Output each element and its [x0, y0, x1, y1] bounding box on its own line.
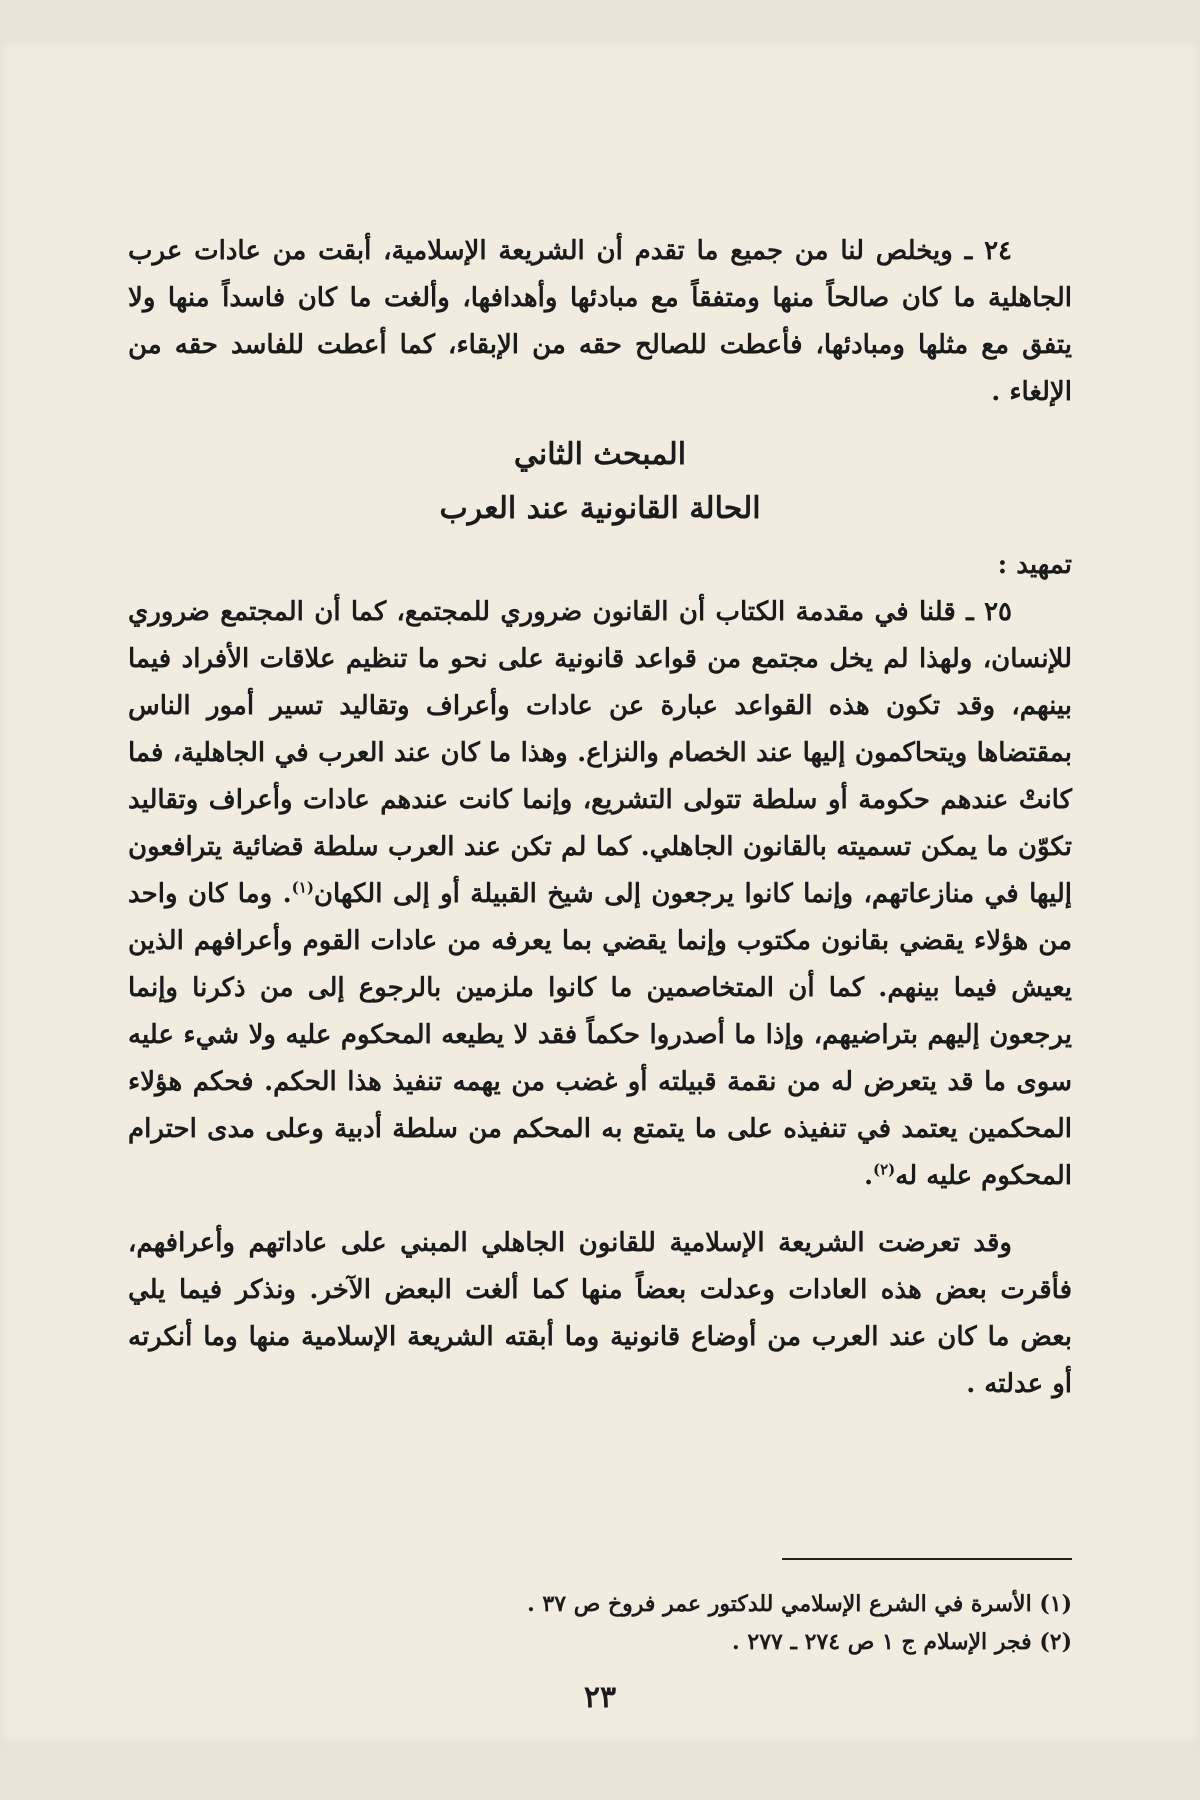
paragraph-25 [128, 589, 1072, 1200]
footnotes [128, 1585, 1072, 1661]
footnote-divider [782, 1558, 1072, 1560]
paragraph-25-part3: . [863, 1161, 873, 1191]
paragraph-26: وقد تعرضت الشريعة الإسلامية للقانون الجاهلي المبني على عاداتهم وأعرافهم، فأقرت بعض هذه العادات وعدلت بعضاً منها كما ألغت البعض الآخر. ونذكر فيما يلي بعض ما كان عند العرب من أوضاع قانونية وما أبقته الشريعة الإسلامية منها وما أنكرته أو عدلته . [128, 1228, 1072, 1399]
footnote-ref-1[interactable]: (١) [291, 878, 314, 897]
page-number: ٢٣ [583, 1680, 617, 1715]
section-subtitle: الحالة القانونية عند العرب [439, 491, 761, 526]
footnote-ref-2[interactable]: (٢) [873, 1160, 896, 1179]
main-text [128, 228, 1072, 1408]
intro-label: تمهيد : [997, 550, 1072, 580]
footnote-1: (١) الأسرة في الشرع الإسلامي للدكتور عمر فروخ ص ٣٧ . [527, 1591, 1072, 1617]
paragraph-24: ٢٤ ـ ويخلص لنا من جميع ما تقدم أن الشريعة الإسلامية، أبقت من عادات عرب الجاهلية ما كان صالحاً منها ومتفقاً مع مبادئها وأهدافها، وألغت ما كان فاسداً منها ولا يتفق مع مثلها ومبادئها، فأعطت للصالح حقه من الإبقاء، كما أعطت للفاسد حقه من الإلغاء . [128, 236, 1072, 407]
section-title: المبحث الثاني [513, 437, 687, 472]
paragraph-25-part2: . وما كان واحد من هؤلاء يقضي بقانون مكتوب وإنما يقضي بما يعرفه من عادات القوم وأعرافهم الذين يعيش فيما بينهم. كما أن المتخاصمين ما كانوا ملزمين بالرجوع إلى من ذكرنا وإنما يرجعون إليهم بتراضيهم، وإذا ما أصدروا حكماً فقد لا يطيعه المحكوم عليه ولا شيء عليه سوى ما قد يتعرض له من نقمة قبيلته أو غضب من يهمه تنفيذ هذا الحكم. فحكم هؤلاء المحكمين يعتمد في تنفيذه على ما يتمتع به المحكم من سلطة أدبية وعلى مدى احترام المحكوم عليه له [128, 879, 1072, 1191]
footnote-2: (٢) فجر الإسلام ج ١ ص ٢٧٤ ـ ٢٧٧ . [732, 1629, 1072, 1655]
paragraph-25-part1: ٢٥ ـ قلنا في مقدمة الكتاب أن القانون ضروري للمجتمع، كما أن المجتمع ضروري للإنسان، ولهذا لم يخل مجتمع من قواعد قانونية على نحو ما تنظيم علاقات الأفراد فيما بينهم، وقد تكون هذه القواعد عبارة عن عادات وأعراف وتقاليد تسير أمور الناس بمقتضاها ويتحاكمون إليها عند الخصام والنزاع. وهذا ما كان عند العرب في الجاهلية، فما كانتْ عندهم حكومة أو سلطة تتولى التشريع، وإنما كانت عندهم عادات وأعراف وتقاليد تكوّن ما يمكن تسميته بالقانون الجاهلي. كما لم تكن عند العرب سلطة قضائية يترافعون إليها في منازعاتهم، وإنما كانوا يرجعون إلى شيخ القبيلة أو إلى الكهان [128, 597, 1072, 909]
book-page [0, 40, 1200, 1745]
